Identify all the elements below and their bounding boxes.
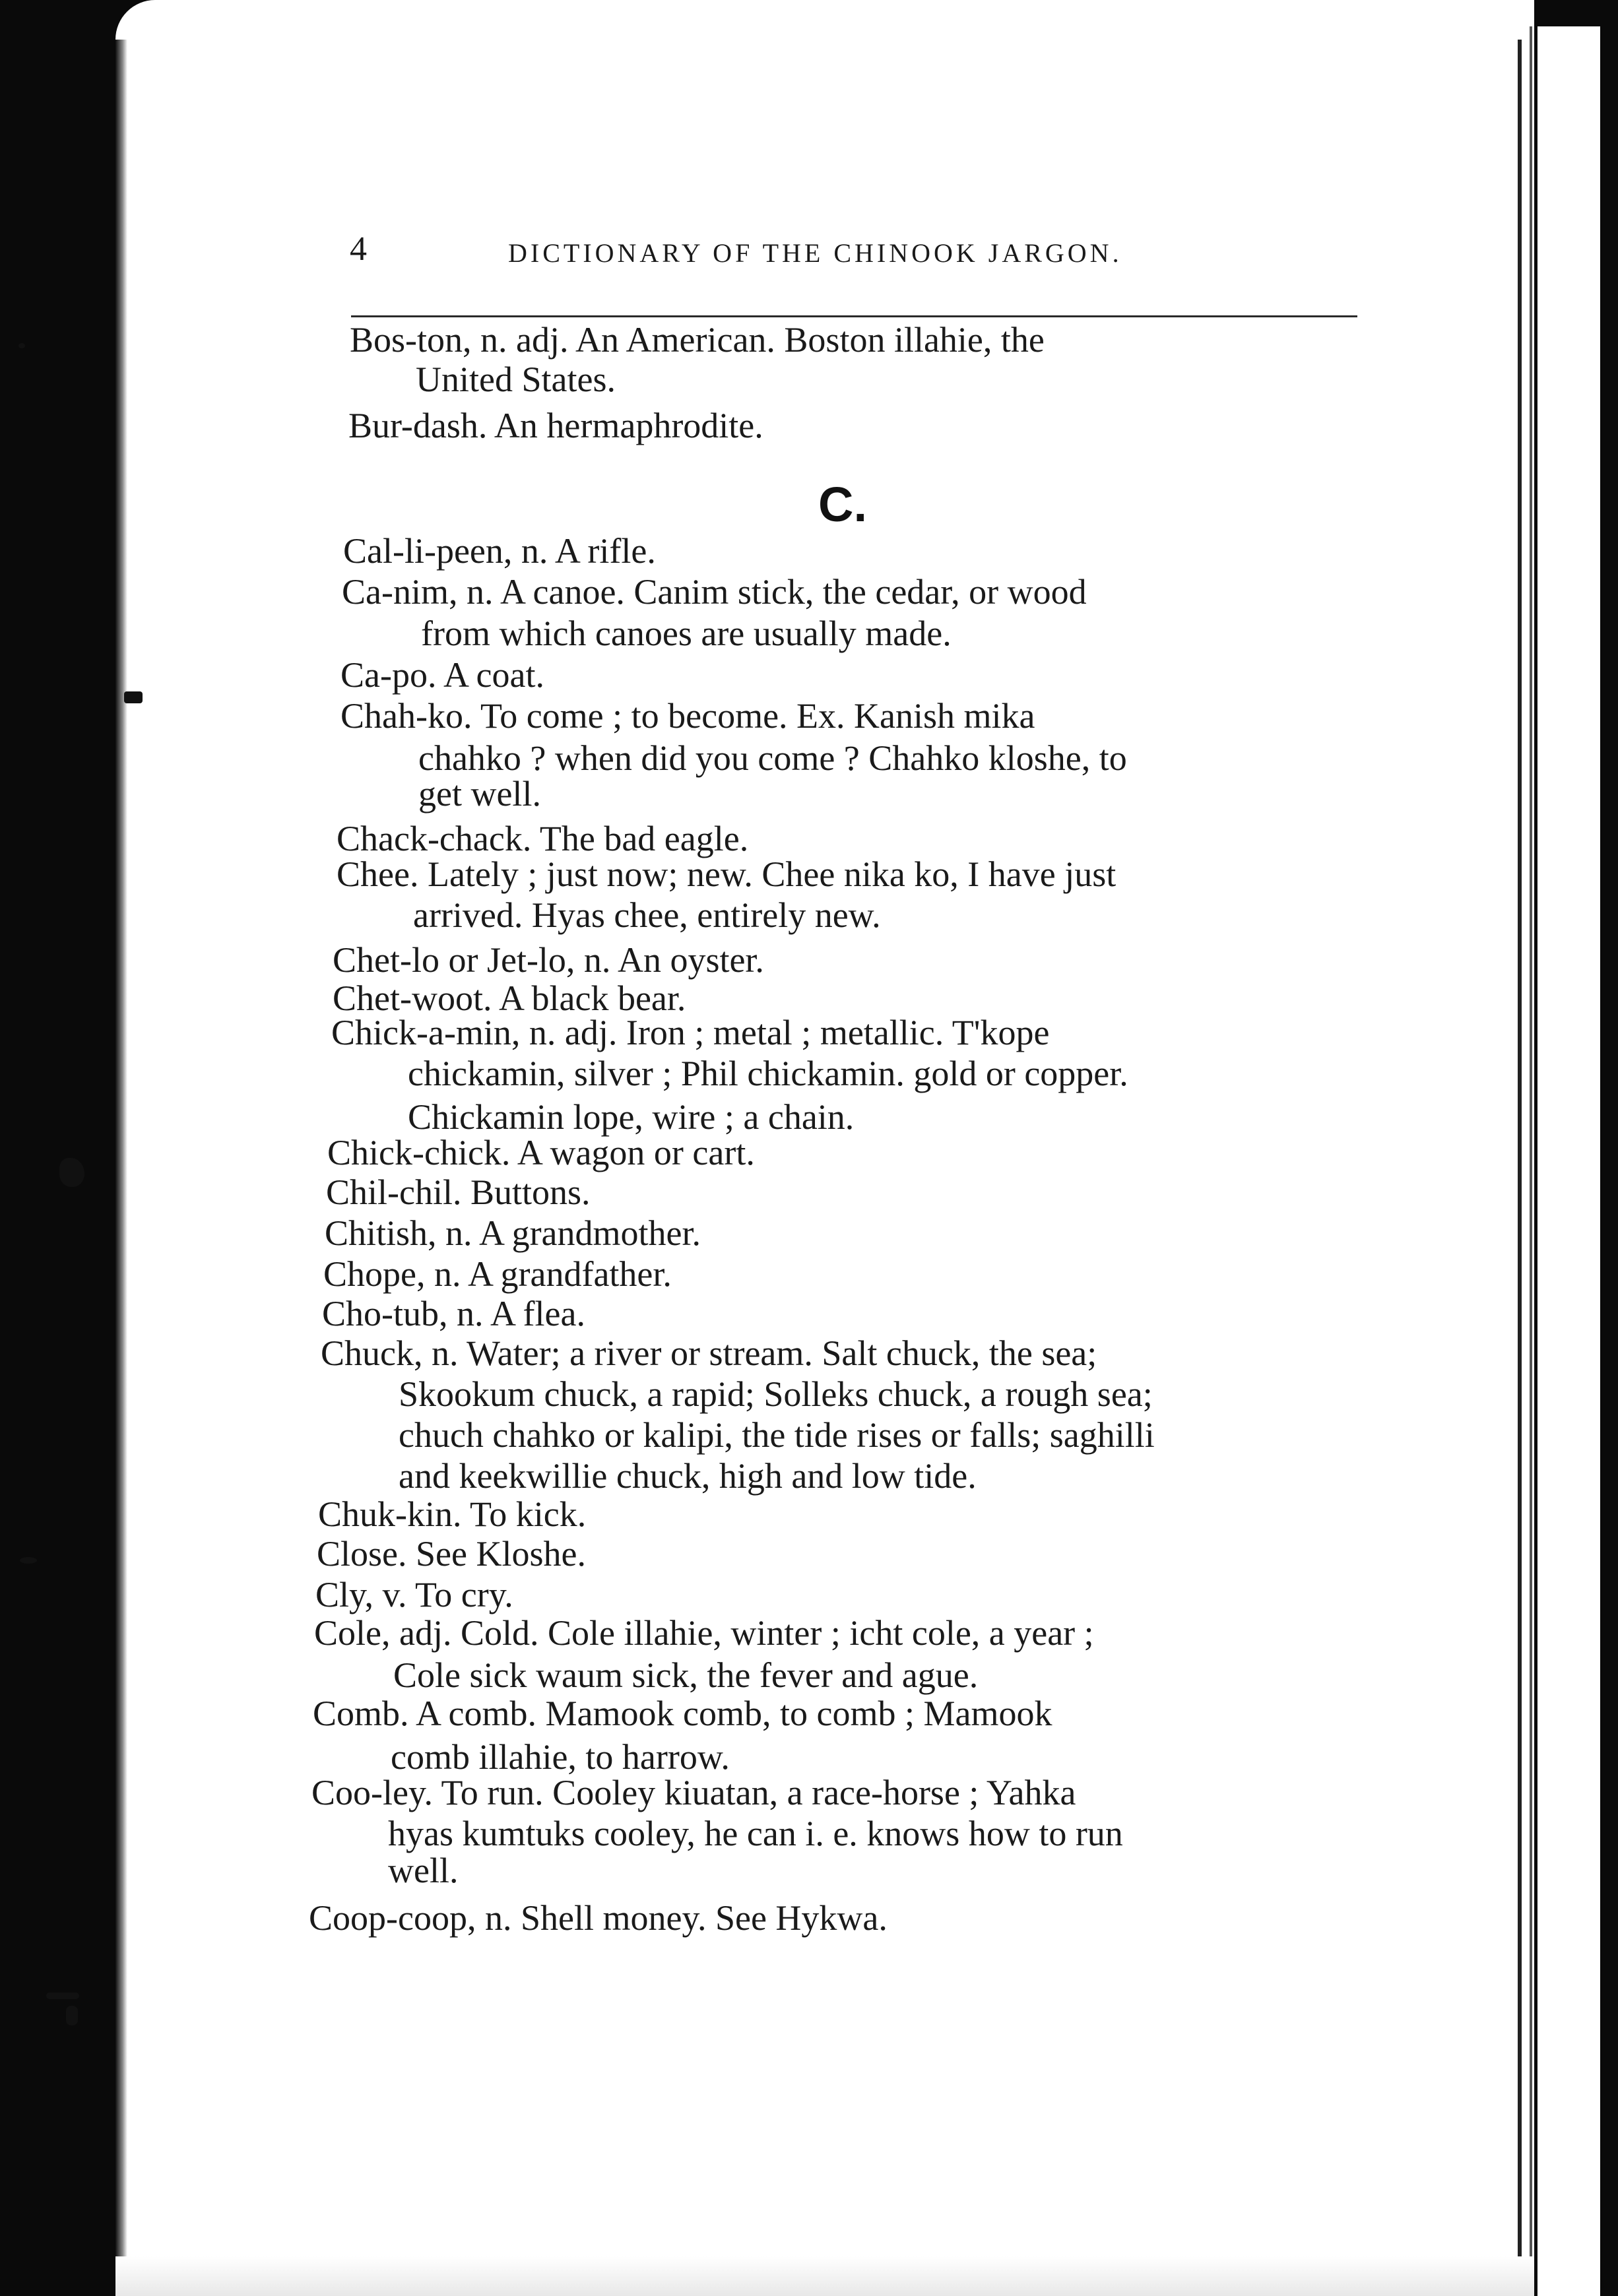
margin-speck — [46, 1993, 79, 1999]
entry-line: chickamin, silver ; Phil chickamin. gold or copper. — [408, 1054, 1128, 1093]
entry-line: Chet-lo or Jet-lo, n. An oyster. — [333, 940, 764, 980]
entry-line: get well. — [418, 774, 541, 813]
entry-line: Chil-chil. Buttons. — [326, 1172, 591, 1212]
entry-line: well. — [388, 1851, 459, 1890]
entry-line: Chet-woot. A black bear. — [333, 978, 686, 1018]
entry-line: Ca-po. A coat. — [340, 655, 544, 695]
entry-line: arrived. Hyas chee, entirely new. — [413, 895, 881, 935]
entry-line: Coop-coop, n. Shell money. See Hykwa. — [309, 1898, 888, 1938]
entry-line: Cole, adj. Cold. Cole illahie, winter ; icht cole, a year ; — [314, 1613, 1094, 1653]
header-rule — [351, 315, 1357, 317]
page-right-shadow — [1530, 26, 1532, 2296]
entry-line: Chick-chick. A wagon or cart. — [327, 1133, 755, 1172]
entry-line: Chickamin lope, wire ; a chain. — [408, 1097, 855, 1137]
entry-line: Close. See Kloshe. — [317, 1534, 586, 1574]
margin-speck — [18, 343, 25, 348]
margin-speck — [66, 2006, 78, 2025]
entry-line: Bur-dash. An hermaphrodite. — [348, 406, 763, 445]
entry-line: Chuck, n. Water; a river or stream. Salt chuck, the sea; — [321, 1333, 1097, 1373]
entry-line: Chuk-kin. To kick. — [318, 1494, 587, 1534]
entry-line: Cal-li-peen, n. A rifle. — [343, 531, 656, 571]
entry-line: Chee. Lately ; just now; new. Chee nika ko, I have just — [337, 854, 1116, 894]
entry-line: United States. — [416, 360, 616, 399]
entry-line: Coo-ley. To run. Cooley kiuatan, a race-horse ; Yahka — [311, 1773, 1076, 1812]
entry-line: chahko ? when did you come ? Chahko kloshe, to — [418, 738, 1127, 778]
running-title: DICTIONARY OF THE CHINOOK JARGON. — [508, 238, 1122, 268]
entry-line: Comb. A comb. Mamook comb, to comb ; Mamook — [313, 1694, 1052, 1733]
entry-line: hyas kumtuks cooley, he can i. e. knows how to run — [388, 1814, 1123, 1853]
next-page-sliver — [1537, 26, 1600, 2296]
margin-speck — [59, 1158, 84, 1187]
entry-line: Cly, v. To cry. — [315, 1575, 513, 1614]
page-bottom-edge — [115, 2256, 1534, 2296]
entry-line: chuch chahko or kalipi, the tide rises or falls; saghilli — [399, 1415, 1155, 1455]
page-left-edge — [115, 40, 127, 2283]
entry-line: Skookum chuck, a rapid; Solleks chuck, a rough sea; — [399, 1374, 1153, 1414]
entry-line: Cho-tub, n. A flea. — [322, 1294, 585, 1333]
entry-line: and keekwillie chuck, high and low tide. — [399, 1456, 977, 1496]
entry-line: Chick-a-min, n. adj. Iron ; metal ; metallic. T'kope — [331, 1013, 1050, 1052]
margin-speck — [20, 1557, 37, 1564]
entry-line: from which canoes are usually made. — [421, 614, 952, 653]
entry-line: Chope, n. A grandfather. — [323, 1254, 672, 1294]
entry-line: comb illahie, to harrow. — [391, 1737, 730, 1777]
page-number: 4 — [350, 230, 367, 268]
entry-line: Chack-chack. The bad eagle. — [337, 819, 749, 858]
margin-speck — [124, 691, 143, 703]
page-right-edge — [1518, 40, 1522, 2283]
entry-line: Chitish, n. A grandmother. — [325, 1213, 701, 1253]
section-heading: C. — [818, 477, 867, 532]
entry-line: Cole sick waum sick, the fever and ague. — [393, 1655, 979, 1695]
entry-line: Bos-ton, n. adj. An American. Boston illahie, the — [350, 320, 1045, 360]
entry-line: Chah-ko. To come ; to become. Ex. Kanish mika — [340, 696, 1035, 736]
entry-line: Ca-nim, n. A canoe. Canim stick, the cedar, or wood — [342, 572, 1087, 612]
